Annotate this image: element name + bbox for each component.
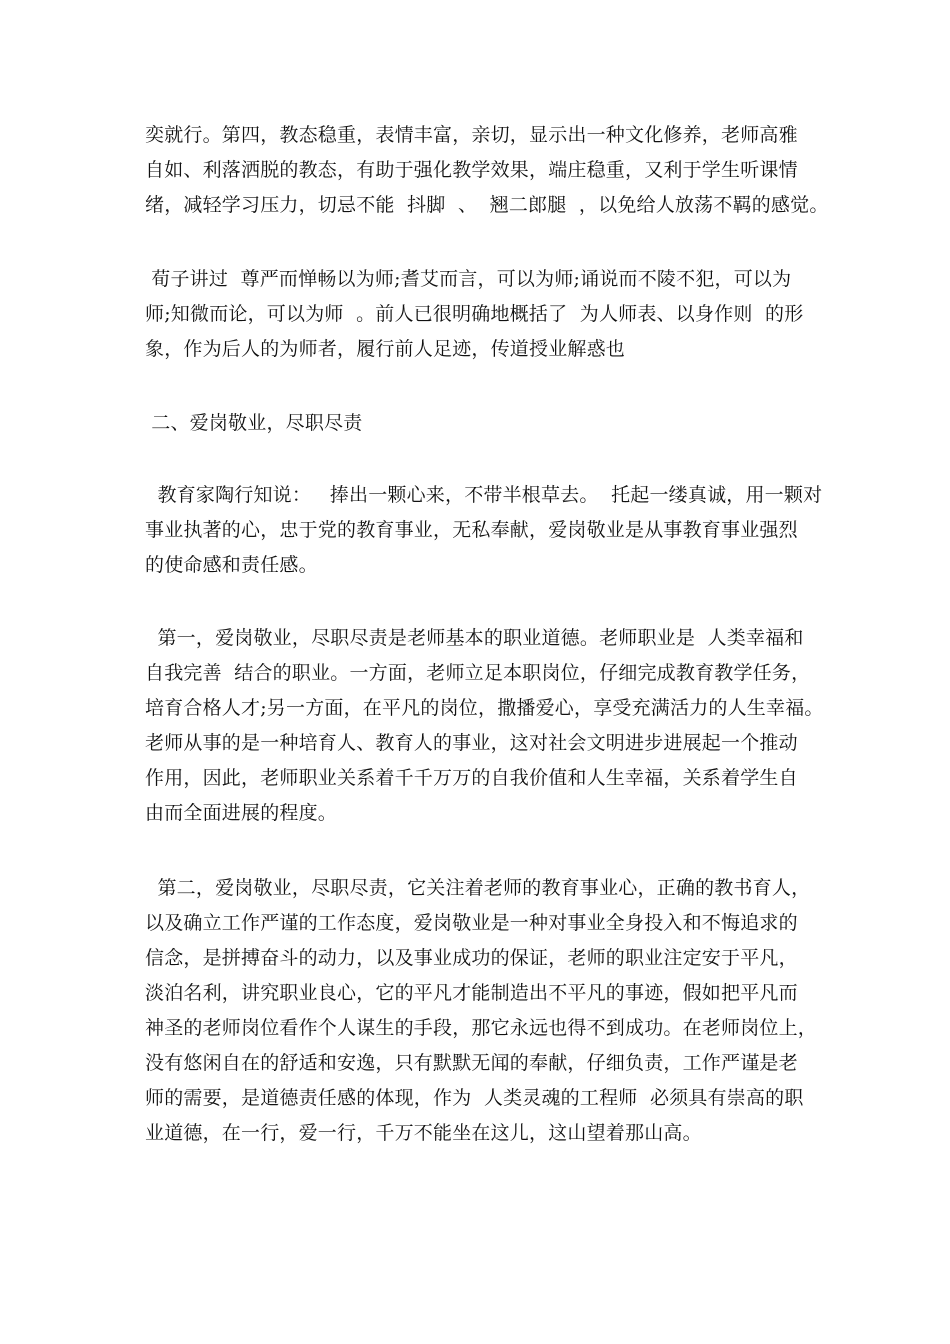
- text-line: 荀子讲过 尊严而惮畅以为师;耆艾而言，可以为师;诵说而不陵不犯，可以为: [145, 268, 792, 290]
- text-line: 师;知微而论，可以为师 。前人已很明确地概括了 为人师表、以身作则 的形: [145, 303, 804, 325]
- text-line: 培育合格人才;另一方面，在平凡的岗位，撒播爱心，享受充满活力的人生幸福。: [145, 697, 824, 719]
- text-line: 淡泊名利，讲究职业良心，它的平凡才能制造出不平凡的事迹，假如把平凡而: [145, 982, 798, 1004]
- paragraph-demeanor: [145, 118, 845, 223]
- text-line: 老师从事的是一种培育人、教育人的事业，这对社会文明进步进展起一个推动: [145, 732, 798, 754]
- text-line: 事业执著的心，忠于党的教育事业，无私奉献，爱岗敬业是从事教育事业强烈: [145, 519, 798, 541]
- text-line: 绪，减轻学习压力，切忌不能 抖脚 、 翘二郎腿 ，以免给人放荡不羁的感觉。: [145, 194, 829, 216]
- section-heading: [145, 406, 845, 441]
- text-line: 第二，爱岗敬业，尽职尽责，它关注着老师的教育事业心，正确的教书育人，: [145, 877, 811, 899]
- text-line: 神圣的老师岗位看作个人谋生的手段，那它永远也得不到成功。在老师岗位上，: [145, 1017, 818, 1039]
- text-line: 第一，爱岗敬业，尽职尽责是老师基本的职业道德。老师职业是 人类幸福和: [145, 627, 804, 649]
- text-line: 自我完善 结合的职业。一方面，老师立足本职岗位，仔细完成教育教学任务，: [145, 662, 811, 684]
- section-heading-text: 二、爱岗敬业，尽职尽责: [145, 412, 363, 434]
- paragraph-second-point: [145, 871, 845, 1151]
- paragraph-first-point: [145, 621, 845, 831]
- text-line: 自如、利落洒脱的教态，有助于强化教学效果，端庄稳重，又利于学生听课情: [145, 159, 798, 181]
- paragraph-tao-xingzhi-quote: [145, 478, 845, 583]
- paragraph-xunzi-quote: [145, 262, 845, 367]
- text-line: 没有悠闲自在的舒适和安逸，只有默默无闻的奉献，仔细负责，工作严谨是老: [145, 1052, 798, 1074]
- text-line: 由而全面进展的程度。: [145, 802, 338, 824]
- text-line: 的使命感和责任感。: [145, 554, 318, 576]
- text-line: 信念，是拼搏奋斗的动力，以及事业成功的保证，老师的职业注定安于平凡，: [145, 947, 798, 969]
- text-line: 师的需要，是道德责任感的体现，作为 人类灵魂的工程师 必须具有崇高的职: [145, 1087, 804, 1109]
- text-line: 作用，因此，老师职业关系着千千万万的自我价值和人生幸福，关系着学生自: [145, 767, 798, 789]
- text-line: 业道德，在一行，爱一行，千万不能坐在这儿，这山望着那山高。: [145, 1122, 702, 1144]
- text-line: 教育家陶行知说： 捧出一颗心来，不带半根草去。 托起一缕真诚，用一颗对: [145, 484, 823, 506]
- text-line: 象，作为后人的为师者，履行前人足迹，传道授业解惑也: [145, 338, 626, 360]
- text-line: 奕就行。第四，教态稳重，表情丰富，亲切，显示出一种文化修养，老师高雅: [145, 124, 798, 146]
- text-line: 以及确立工作严谨的工作态度，爱岗敬业是一种对事业全身投入和不悔追求的: [145, 912, 798, 934]
